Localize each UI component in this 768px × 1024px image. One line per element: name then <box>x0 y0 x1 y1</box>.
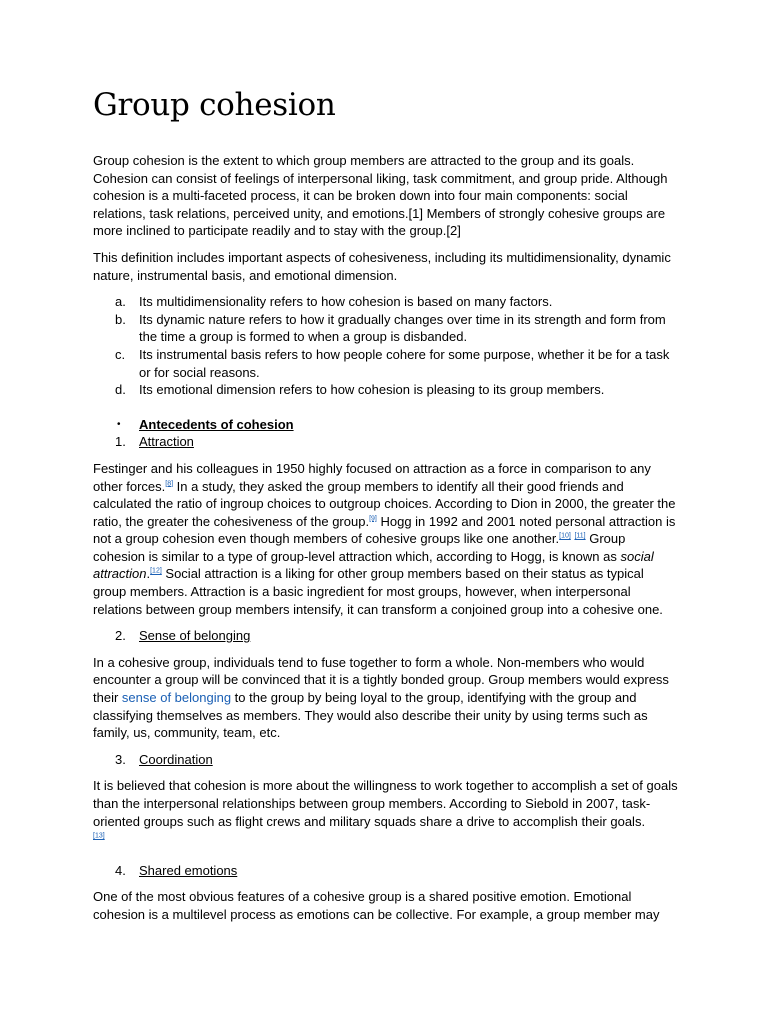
text-run: Festinger and his colleagues in 1950 highly focused on attraction as a force in comparison to any other forces. <box>93 460 651 494</box>
text-run: to the group by being loyal to the group, identifying with the group and classifying themselves as members. They would also describe their unity by using terms such as family, us, community, team, etc. <box>93 690 648 741</box>
emotions-paragraph: One of the most obvious features of a cohesive group is a shared positive emotion. Emotional cohesion is a multilevel process as emotions can be collective. For example, a group member may <box>93 889 660 922</box>
aspects-list <box>93 293 680 399</box>
text-run: In a cohesive group, individuals tend to fuse together to form a whole. Non-members who would encounter a group will be convinced that it is a tightly bonded group. Group members would express their <box>93 654 669 706</box>
text-run: Group cohesion is similar to a type of group-level attraction which, according to Hogg, is known as <box>93 531 626 564</box>
text-run: It is believed that cohesion is more about the willingness to work together to accomplish a set of goals than the interpersonal relationships between group members. According to Siebold in 2007, task-oriented groups such as flight crews and military squads share a drive to accomplish their goals. <box>93 778 678 829</box>
section-label: Sense of belonging <box>139 628 251 644</box>
citation-link[interactable]: [8] <box>165 480 174 488</box>
page-title: Group cohesion <box>93 87 336 123</box>
section-heading-coordination <box>93 751 680 769</box>
text-run: Social attraction is a liking for other group members based on their status as typical group members. Attraction is a basic ingredient for most groups, however, when interpersonal relations between group members intensify, it can transform a conjoined group into a cohesive one. <box>93 566 663 617</box>
citation-link[interactable]: [11] <box>574 532 586 540</box>
coordination-paragraph <box>93 777 680 847</box>
list-marker: d. <box>115 382 126 398</box>
intro-paragraph-1: Group cohesion is the extent to which group members are attracted to the group and its goals. Cohesion can consist of feelings of interpersonal liking, task commitment, and group pride. Although cohesion is a multi-faceted process, it can be broken down into four main components: social relations, task relations, perceived unity, and emotions.[1] Members of strongly cohesive groups are more inclined to participate readily and to stay with the group.[2] <box>93 153 668 239</box>
section-number: 4. <box>115 862 126 878</box>
list-item-text: Its dynamic nature refers to how it gradually changes over time in its strength and form from the time a group is formed to when a group is disbanded. <box>139 311 666 345</box>
section-heading-attraction <box>93 433 680 451</box>
list-item <box>93 346 680 381</box>
list-item <box>93 381 680 399</box>
bullet-marker: • <box>117 418 121 430</box>
antecedents-heading <box>93 416 680 434</box>
emphasis-text: social attraction <box>93 548 654 582</box>
belonging-paragraph <box>93 654 680 742</box>
list-item <box>93 311 680 346</box>
sense-of-belonging-link[interactable]: sense of belonging <box>121 690 232 706</box>
antecedents-label: Antecedents of cohesion <box>139 416 294 432</box>
section-number: 3. <box>115 751 126 767</box>
section-label: Coordination <box>139 751 213 767</box>
section-number: 2. <box>115 628 126 644</box>
section-label: Shared emotions <box>139 862 238 878</box>
citation-link[interactable]: [13] <box>93 832 105 840</box>
list-item-text: Its emotional dimension refers to how cohesion is pleasing to its group members. <box>139 382 605 398</box>
text-run: . <box>146 566 151 582</box>
section-heading-emotions <box>93 862 680 880</box>
attraction-paragraph <box>93 460 680 618</box>
section-heading-belonging <box>93 627 680 645</box>
intro-paragraph-2: This definition includes important aspects of cohesiveness, including its multidimensionality, dynamic nature, instrumental basis, and emotional dimension. <box>93 249 671 283</box>
citation-link[interactable]: [12] <box>150 568 162 576</box>
section-number: 1. <box>115 434 126 450</box>
list-item-text: Its multidimensionality refers to how cohesion is based on many factors. <box>139 294 553 310</box>
section-label: Attraction <box>139 434 194 450</box>
list-item <box>93 293 680 311</box>
list-marker: a. <box>115 294 126 310</box>
text-run: Hogg in 1992 and 2001 noted personal attraction is not a group cohesion even though members of cohesive groups like one another. <box>93 513 676 547</box>
list-marker: c. <box>115 346 126 362</box>
list-marker: b. <box>115 311 126 327</box>
list-item-text: Its instrumental basis refers to how people cohere for some purpose, whether it be for a task or for social reasons. <box>139 346 670 380</box>
text-run: In a study, they asked the group members to identify all their good friends and calculated the ratio of ingroup choices to outgroup choices. According to Dion in 2000, the greater the ratio, the greater the cohesiveness of the group. <box>93 478 676 529</box>
citation-link[interactable]: [9] <box>369 515 377 523</box>
citation-link[interactable]: [10] <box>559 532 571 540</box>
